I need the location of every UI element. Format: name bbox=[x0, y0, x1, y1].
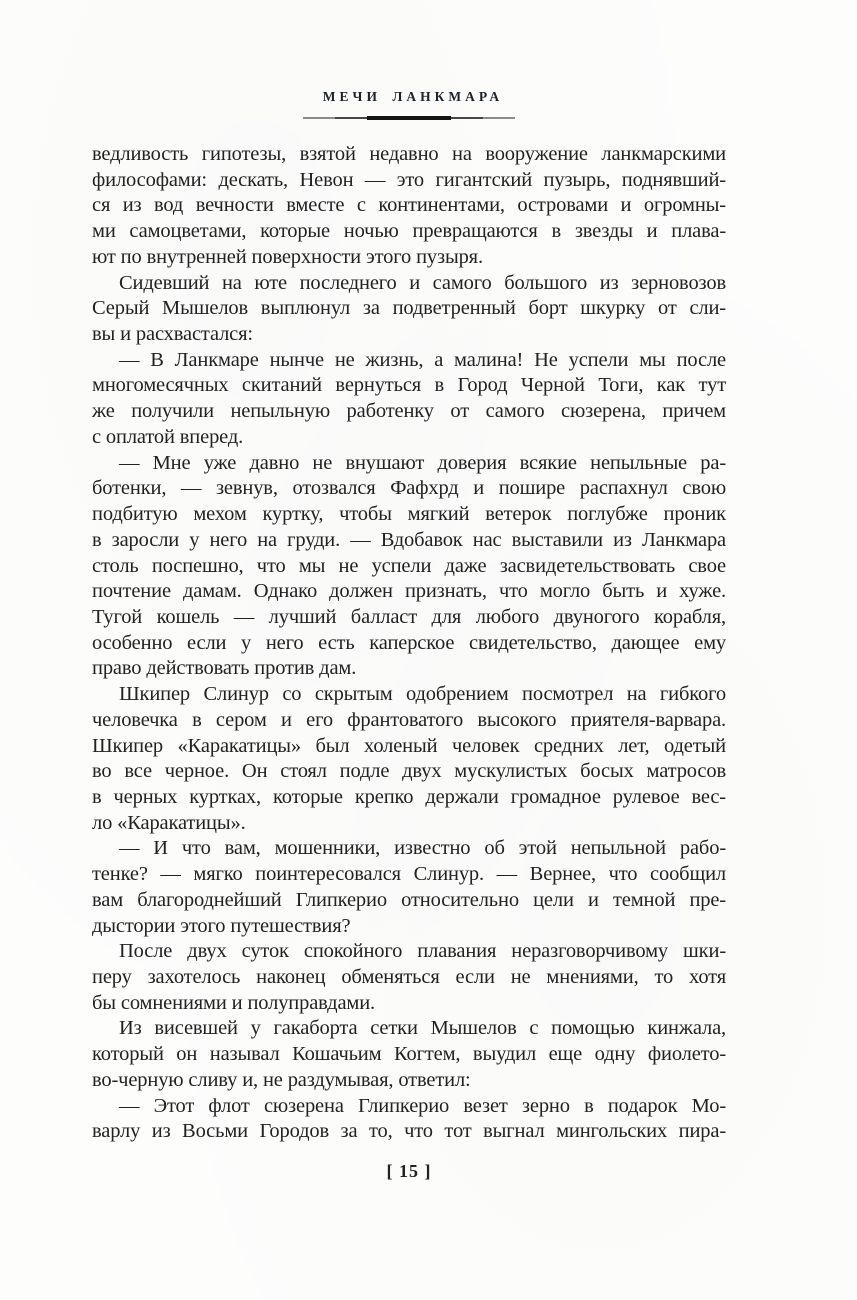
text-line: человечка в сером и его франтоватого высокого приятеля-варвара. bbox=[92, 708, 726, 731]
text-line: во-черную сливу и, не раздумывая, ответил: bbox=[92, 1068, 471, 1091]
text-line: варлу из Восьми Городов за то, что тот выгнал мингольских пира- bbox=[92, 1120, 726, 1143]
page-number: [ 15 ] bbox=[386, 1161, 432, 1181]
text-line: философами: дескать, Невон — это гигантский пузырь, поднявший- bbox=[92, 168, 726, 191]
text-line: в заросли у него на груди. — Вдобавок нас выставили из Ланкмара bbox=[92, 528, 726, 551]
text-line: подбитую мехом куртку, чтобы мягкий ветерок поглубже проник bbox=[92, 503, 726, 526]
body-text bbox=[92, 142, 726, 1145]
text-line: Шкипер Слинур со скрытым одобрением посмотрел на гибкого bbox=[119, 683, 726, 706]
text-line: После двух суток спокойного плавания неразговорчивому шки- bbox=[119, 940, 726, 963]
running-head-title: МЕЧИ ЛАНКМАРА bbox=[322, 89, 504, 104]
text-line: перу захотелось наконец обменяться если не мнениями, то хотя bbox=[92, 966, 726, 988]
text-line: — Этот флот сюзерена Глипкерио везет зерно в подарок Мо- bbox=[119, 1094, 726, 1117]
text-line: — Мне уже давно не внушают доверия всякие непыльные ра- bbox=[119, 451, 726, 474]
text-line: во все черное. Он стоял подле двух мускулистых босых матросов bbox=[92, 760, 726, 783]
text-line: вам благороднейший Глипкерио относительно цели и темной пре- bbox=[92, 888, 726, 911]
text-line: который он называл Кошачьим Когтем, выудил еще одну фиолето- bbox=[92, 1043, 726, 1066]
text-line: дыстории этого путешествия? bbox=[92, 914, 351, 937]
text-line: тенке? — мягко поинтересовался Слинур. — Вернее, что сообщил bbox=[92, 863, 726, 886]
text-line: ло «Каракатицы». bbox=[92, 811, 246, 834]
text-line: Шкипер «Каракатицы» был холеный человек средних лет, одетый bbox=[92, 734, 726, 757]
text-line: — В Ланкмаре нынче не жизнь, а малина! Не успели мы после bbox=[119, 348, 726, 371]
text-line: в черных куртках, которые крепко держали громадное рулевое вес- bbox=[92, 785, 726, 808]
text-line: столь поспешно, что мы не успели даже засвидетельствовать свое bbox=[92, 554, 726, 577]
text-line: особенно если у него есть каперское свидетельство, дающее ему bbox=[92, 631, 726, 654]
text-line: Из висевшей у гакаборта сетки Мышелов с помощью кинжала, bbox=[119, 1017, 726, 1040]
text-line: почтение дамам. Однако должен признать, что могло быть и хуже. bbox=[92, 580, 726, 603]
text-line: многомесячных скитаний вернуться в Город Черной Тоги, как тут bbox=[92, 374, 726, 397]
text-line: же получили непыльную работенку от самого сюзерена, причем bbox=[92, 400, 726, 423]
text-line: ми самоцветами, которые ночью превращаются в звезды и плава- bbox=[92, 220, 726, 243]
text-line: бы сомнениями и полуправдами. bbox=[92, 991, 376, 1014]
text-line: право действовать против дам. bbox=[92, 657, 357, 680]
text-line: вы и расхвастался: bbox=[92, 323, 253, 346]
text-line: с оплатой вперед. bbox=[92, 425, 244, 448]
text-line: — И что вам, мошенники, известно об этой непыльной рабо- bbox=[119, 837, 726, 860]
text-line: ся из вод вечности вместе с континентами, островами и огромны- bbox=[92, 194, 726, 217]
text-line: ботенки, — зевнув, отозвался Фафхрд и пошире распахнул свою bbox=[92, 477, 726, 500]
text-line: ведливость гипотезы, взятой недавно на вооружение ланкмарскими bbox=[92, 143, 726, 165]
text-line: ют по внутренней поверхности этого пузыря. bbox=[92, 245, 483, 268]
text-line: Сидевший на юте последнего и самого большого из зерновозов bbox=[119, 271, 726, 294]
header-divider bbox=[92, 112, 726, 124]
text-line: Тугой кошель — лучший балласт для любого двуногого корабля, bbox=[92, 605, 726, 628]
text-line: Серый Мышелов выплюнул за подветренный борт шкурку от сли- bbox=[92, 297, 726, 320]
divider-thick-line bbox=[367, 116, 451, 120]
